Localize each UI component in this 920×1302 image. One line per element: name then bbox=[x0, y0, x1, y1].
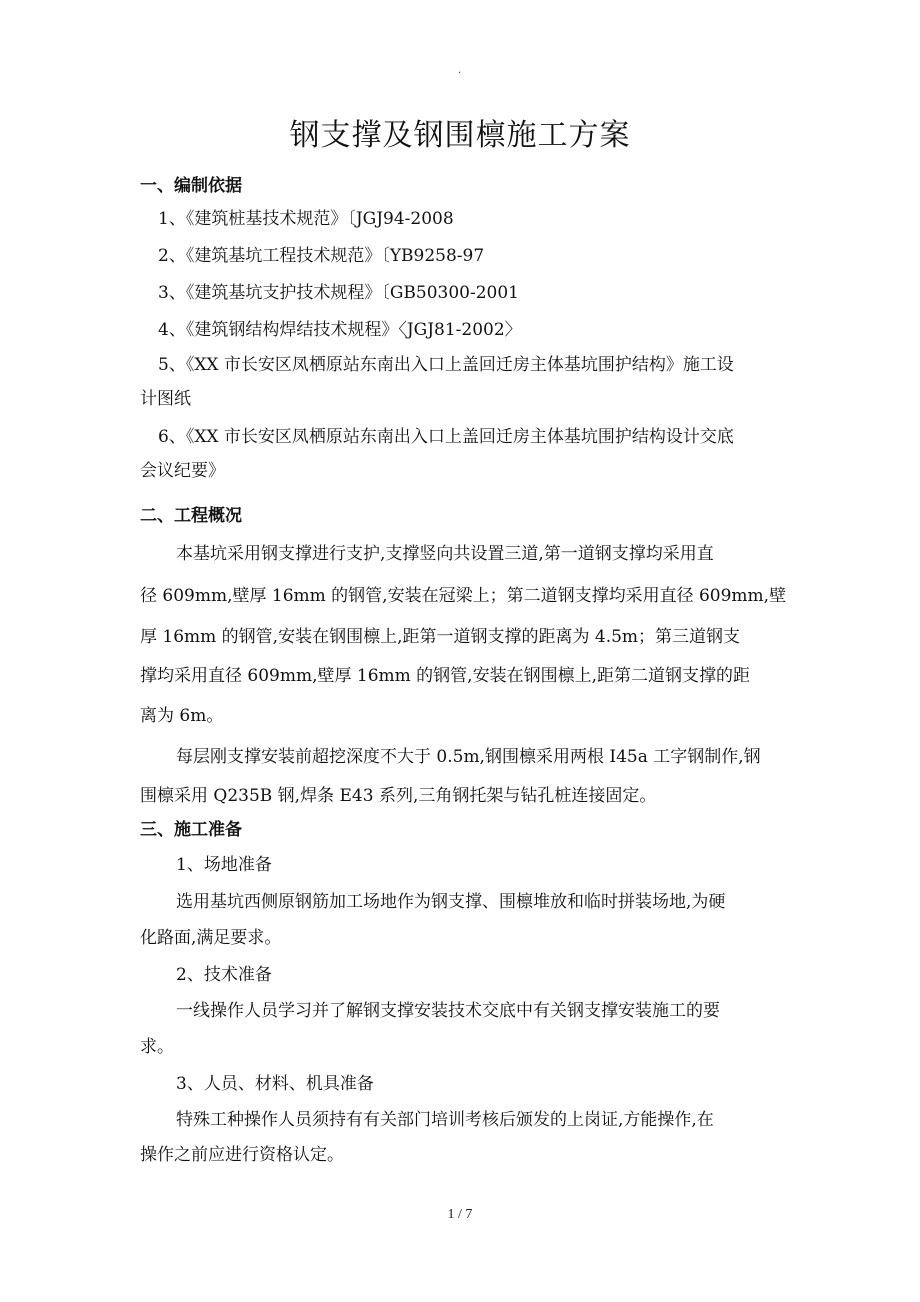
paragraph-line: 径 609mm,壁厚 16mm 的钢管,安装在冠梁上；第二道钢支撑均采用直径 609mm,壁 bbox=[140, 586, 787, 606]
paragraph-line: 化路面,满足要求。 bbox=[140, 928, 282, 948]
document-title: 钢支撑及钢围檩施工方案 bbox=[289, 118, 631, 153]
header-mark: . bbox=[458, 65, 462, 76]
paragraph-line: 撑均采用直径 609mm,壁厚 16mm 的钢管,安装在钢围檩上,距第二道钢支撑的距 bbox=[140, 666, 750, 686]
paragraph-line: 特殊工种操作人员须持有有关部门培训考核后颁发的上岗证,方能操作,在 bbox=[176, 1110, 714, 1130]
section-heading-preparation: 三、施工准备 bbox=[140, 820, 242, 840]
subheading-site: 1、场地准备 bbox=[176, 855, 272, 875]
subheading-technical: 2、技术准备 bbox=[176, 965, 272, 985]
paragraph-line: 离为 6m。 bbox=[140, 706, 224, 726]
paragraph-line: 一线操作人员学习并了解钢支撑安装技术交底中有关钢支撑安装施工的要 bbox=[176, 1001, 720, 1021]
paragraph-line: 每层刚支撑安装前超挖深度不大于 0.5m,钢围檩采用两根 I45a 工字钢制作,钢 bbox=[176, 747, 761, 767]
subheading-personnel: 3、人员、材料、机具准备 bbox=[176, 1074, 374, 1094]
paragraph-line: 厚 16mm 的钢管,安装在钢围檩上,距第一道钢支撑的距离为 4.5m；第三道钢支 bbox=[140, 627, 741, 647]
list-item: 1、《建筑桩基技术规范》〔JGJ94-2008 bbox=[158, 209, 454, 229]
section-heading-basis: 一、编制依据 bbox=[140, 176, 242, 196]
paragraph-line: 求。 bbox=[140, 1037, 174, 1057]
list-item: 2、《建筑基坑工程技术规范》〔YB9258-97 bbox=[158, 246, 485, 266]
page-number: 1 / 7 bbox=[447, 1207, 473, 1222]
paragraph-line: 操作之前应进行资格认定。 bbox=[140, 1145, 344, 1165]
paragraph-line: 围檩采用 Q235B 钢,焊条 E43 系列,三角钢托架与钻孔桩连接固定。 bbox=[140, 786, 657, 806]
list-item-continuation: 会议纪要》 bbox=[140, 461, 225, 481]
list-item: 4、《建筑钢结构焊结技术规程》〈JGJ81-2002〉 bbox=[158, 320, 522, 340]
section-heading-overview: 二、工程概况 bbox=[140, 506, 242, 526]
paragraph-line: 选用基坑西侧原钢筋加工场地作为钢支撑、围檩堆放和临时拼装场地,为硬 bbox=[176, 892, 726, 912]
list-item: 5、《XX 市长安区凤栖原站东南出入口上盖回迁房主体基坑围护结构》施工设 bbox=[158, 355, 734, 375]
list-item-continuation: 计图纸 bbox=[140, 389, 191, 409]
list-item: 3、《建筑基坑支护技术规程》〔GB50300-2001 bbox=[158, 283, 519, 303]
list-item: 6、《XX 市长安区凤栖原站东南出入口上盖回迁房主体基坑围护结构设计交底 bbox=[158, 427, 734, 447]
paragraph-line: 本基坑采用钢支撑进行支护,支撑竖向共设置三道,第一道钢支撑均采用直 bbox=[176, 544, 714, 564]
